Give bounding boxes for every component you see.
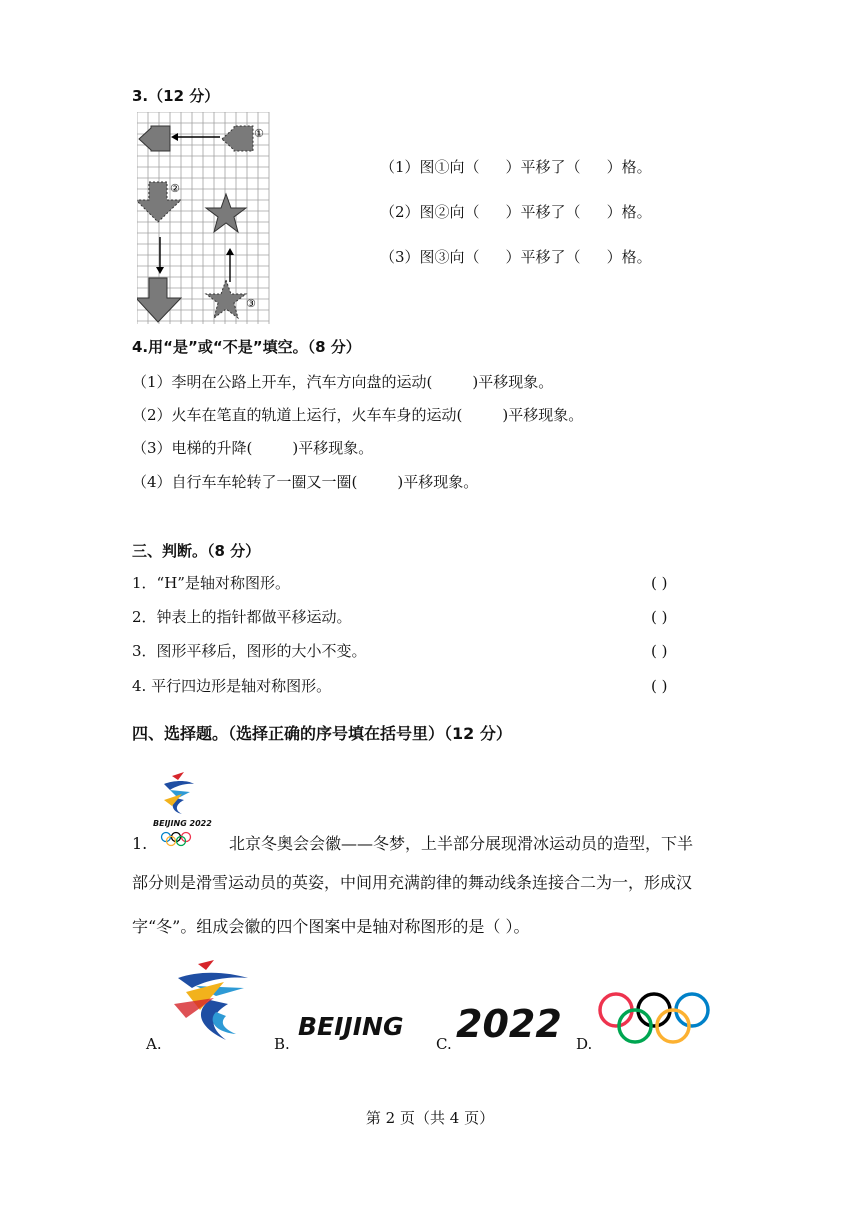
- q4-item-2: （2）火车在笔直的轨道上运行，火车车身的运动( )平移现象。: [132, 406, 584, 424]
- arrow-shape-1-moved: [139, 126, 170, 151]
- page-footer: 第 2 页（共 4 页）: [365, 1109, 495, 1127]
- label-2: ②: [170, 182, 180, 195]
- winter-olympics-emblem-small: [150, 770, 212, 848]
- arrow-shape-2-moved: [137, 278, 181, 322]
- option-c-label: C.: [436, 1035, 452, 1053]
- option-a-emblem: [166, 960, 258, 1046]
- judge-paren-4: ( ): [651, 677, 668, 695]
- option-b-beijing-wordmark: BEIJING: [298, 1012, 404, 1041]
- q3-line-2: （2）图②向（ ）平移了（ ）格。: [380, 203, 652, 221]
- q4-item-3: （3）电梯的升降( )平移现象。: [132, 439, 374, 457]
- q3-line-3: （3）图③向（ ）平移了（ ）格。: [380, 248, 652, 266]
- section4-heading: 四、选择题。（选择正确的序号填在括号里）（12 分）: [132, 724, 512, 743]
- arrow-shape-1-original: [222, 126, 253, 151]
- q1-line-1: 北京冬奥会会徽——冬梦，上半部分展现滑冰运动员的造型，下半: [229, 834, 694, 853]
- star-shape-3-original: [206, 280, 246, 318]
- q1-line-3: 字“冬”。组成会徽的四个图案中是轴对称图形的是（ ）。: [132, 917, 530, 936]
- judge-item-1: 1．“H”是轴对称图形。: [132, 574, 290, 592]
- label-1: ①: [254, 127, 264, 140]
- section3-heading: 三、判断。（8 分）: [132, 542, 261, 560]
- q3-heading: 3.（12 分）: [132, 87, 220, 105]
- q1-line-2: 部分则是滑雪运动员的英姿，中间用充满韵律的舞动线条连接合二为一，形成汉: [132, 873, 693, 892]
- judge-paren-2: ( ): [651, 608, 668, 626]
- label-3: ③: [246, 297, 256, 310]
- svg-text:BEIJING 2022: BEIJING 2022: [153, 819, 212, 828]
- q4-item-4: （4）自行车车轮转了一圈又一圈( )平移现象。: [132, 473, 479, 491]
- q1-number: 1.: [132, 834, 148, 853]
- option-b-label: B.: [274, 1035, 290, 1053]
- option-d-label: D.: [576, 1035, 593, 1053]
- option-d-olympic-rings: [596, 990, 716, 1048]
- judge-paren-3: ( ): [651, 642, 668, 660]
- q4-item-1: （1）李明在公路上开车，汽车方向盘的运动( )平移现象。: [132, 373, 554, 391]
- judge-item-4: 4. 平行四边形是轴对称图形。: [132, 677, 332, 695]
- judge-item-2: 2．钟表上的指针都做平移运动。: [132, 608, 352, 626]
- translation-grid-figure: [137, 112, 271, 324]
- option-c-2022-wordmark: 2022: [456, 1002, 562, 1046]
- option-a-label: A.: [146, 1035, 162, 1053]
- q3-line-1: （1）图①向（ ）平移了（ ）格。: [380, 158, 652, 176]
- q4-heading: 4.用“是”或“不是”填空。（8 分）: [132, 338, 361, 356]
- judge-paren-1: ( ): [651, 574, 668, 592]
- judge-item-3: 3．图形平移后，图形的大小不变。: [132, 642, 367, 660]
